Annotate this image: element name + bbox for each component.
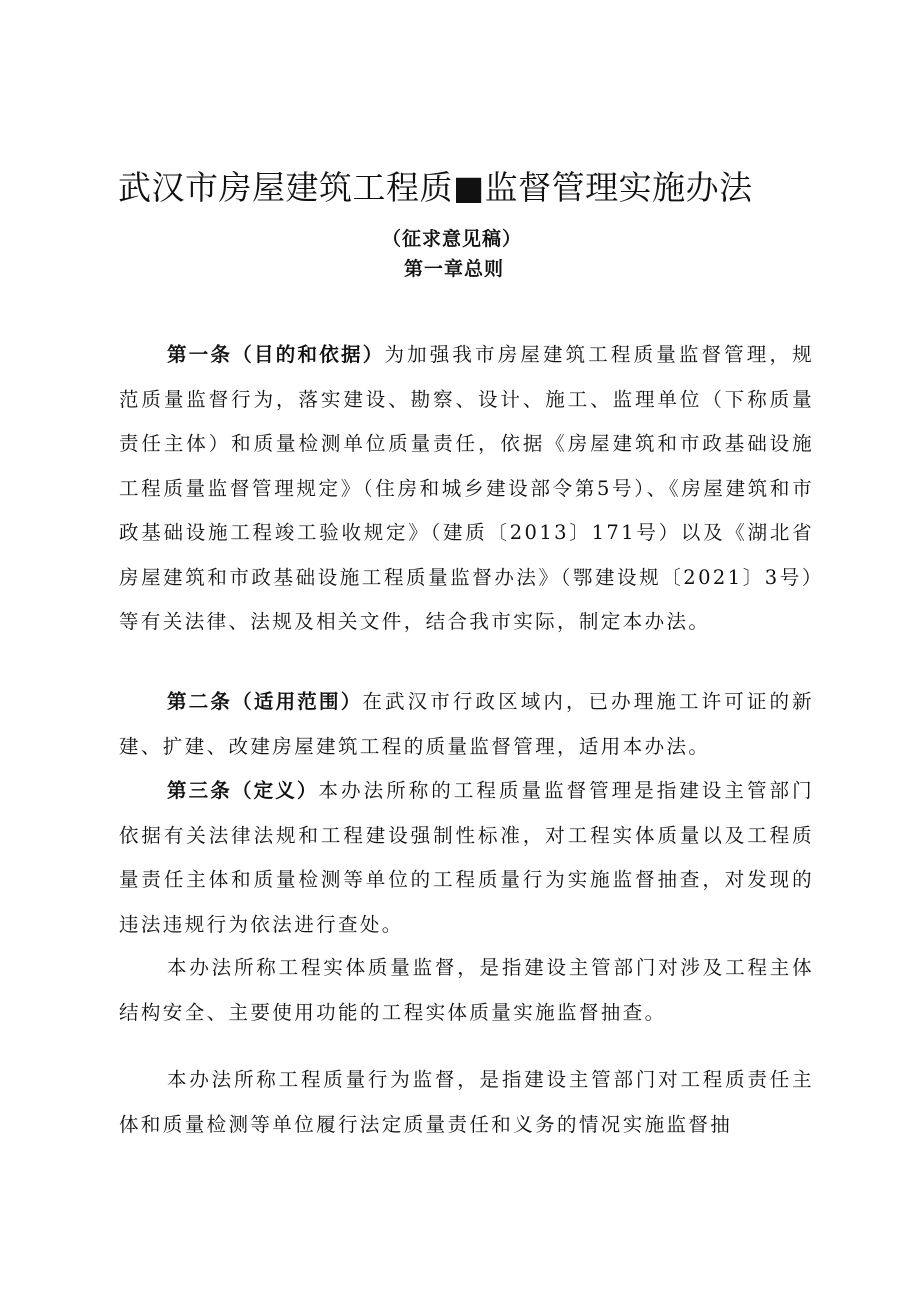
article-2-heading: 第二条（适用范围） [167,690,363,713]
article-2-text: 在武汉市行政区域内，已办理施工许可证的新建、扩建、改建房屋建筑工程的质量监督管理，适用本办法。 [119,690,814,758]
article-3 [119,769,814,947]
article-2 [119,680,814,769]
article-3-heading: 第三条（定义） [167,779,319,802]
article-1-text: 为加强我市房屋建筑工程质量监督管理，规范质量监督行为，落实建设、勘察、设计、施工、监理单位（下称质量责任主体）和质量检测单位质量责任，依据《房屋建筑和市政基础设施工程质量监督管理规定》（住房和城乡建设部令第5号）、《房屋建筑和市政基础设施工程竣工验收规定》（建质〔2013〕171号）以及《湖北省房屋建筑和市政基础设施工程质量监督办法》（鄂建设规〔2021〕3号）等有关法律、法规及相关文件，结合我市实际，制定本办法。 [119,343,814,633]
chapter-heading: 第一章总则 [403,258,504,280]
paragraph-entity-quality: 本办法所称工程实体质量监督，是指建设主管部门对涉及工程主体结构安全、主要使用功能的工程实体质量实施监督抽查。 [119,956,814,1024]
draft-subtitle: （征求意见稿） [381,228,522,250]
article-1-heading: 第一条（目的和依据） [167,343,385,366]
article-1 [119,333,814,645]
paragraph-behavior-quality: 本办法所称工程质量行为监督，是指建设主管部门对工程质责任主体和质量检测等单位履行法定质量责任和义务的情况实施监督抽 [119,1068,814,1136]
article-3-text: 本办法所称的工程质量监督管理是指建设主管部门依据有关法律法规和工程建设强制性标准，对工程实体质量以及工程质量责任主体和质量检测等单位的工程质量行为实施监督抽查，对发现的违法违规行为依法进行查处。 [119,779,814,936]
document-title: 武汉市房屋建筑工程质■监督管理实施办法 [118,168,753,207]
